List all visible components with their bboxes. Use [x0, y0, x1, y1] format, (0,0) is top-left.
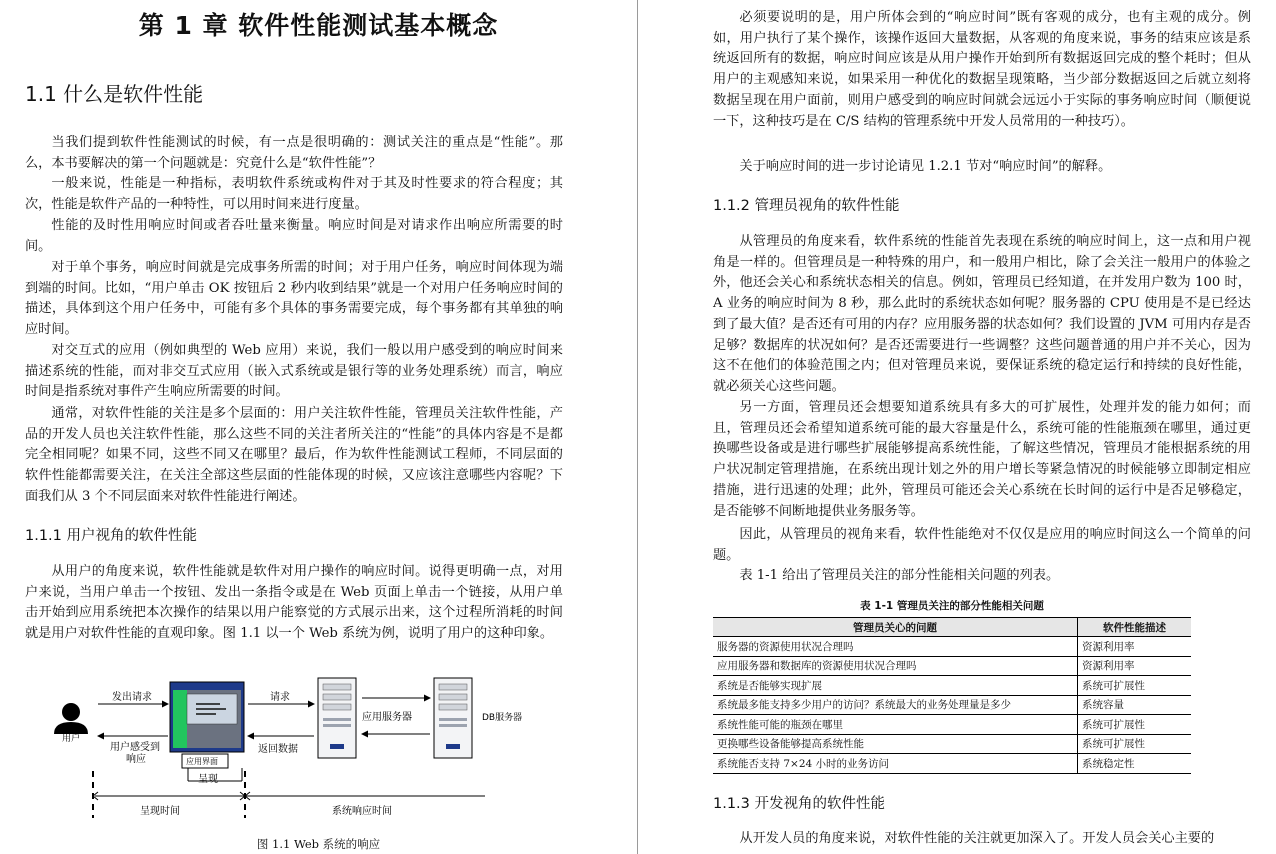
- section-heading-1-1-1: 1.1.1 用户视角的软件性能: [25, 528, 198, 544]
- table-row: [713, 695, 1191, 715]
- table-row: [713, 656, 1191, 676]
- user-feel-response-label: 用户感受到: [110, 742, 160, 753]
- table-cell: 更换哪些设备能够提高系统性能: [713, 734, 1078, 754]
- table-row: [713, 715, 1191, 735]
- left-page: [0, 0, 637, 854]
- section-heading-1-1: 1.1 什么是软件性能: [25, 82, 204, 106]
- paragraph: 从管理员的角度来看，软件系统的性能首先表现在系统的响应时间上，这一点和用户视角是一样的。但管理员是一种特殊的用户，和一般用户相比，除了会关注一般用户的体验之外，他还会关心和系统状态相关的信息。例如，管理员已经知道，在并发用户数为 100 时，A 业务的响应时间为 8 秒，那么此时的系统状态如何呢？服务器的 CPU 使用是不是已经达到了最大值？是否还有可用的内存？应用服务器的状态如何？我们设置的 JVM 可用内存是否足够？数据库的状况如何？是否还需要进行一些调整？这些问题普通的用户并不关心，因为这不在他们的体验范围之内；但对管理员来说，要保证系统的稳定运行和持续的良好性能，就必须关心这些问题。: [713, 234, 1251, 394]
- section-heading-1-1-3: 1.1.3 开发视角的软件性能: [713, 796, 886, 812]
- table-cell: 系统能否支持 7×24 小时的业务访问: [713, 754, 1078, 774]
- table-header: 软件性能描述: [1078, 618, 1192, 637]
- web-response-diagram: [40, 668, 600, 854]
- table-cell: 系统可扩展性: [1078, 676, 1192, 696]
- request-label: 请求: [270, 692, 290, 703]
- return-data-label: 返回数据: [258, 744, 298, 755]
- app-server-icon: [318, 678, 356, 758]
- table-caption: 表 1-1 管理员关注的部分性能相关问题: [860, 600, 1044, 612]
- paragraph: 必须要说明的是，用户所体会到的“响应时间”既有客观的成分，也有主观的成分。例如，用户执行了某个操作，该操作返回大量数据，从客观的角度来说，事务的结束应该是系统返回所有的数据，响应时间应该是从用户操作开始到所有数据返回完成的整个耗时；但从用户的主观感知来说，如果采用一种优化的数据呈现策略，当少部分数据返回之后就立刻将数据呈现在用户面前，则用户感受到的响应时间就会远远小于实际的事务响应时间（顺便说一下，这种技巧是在 C/S 结构的管理系统中开发人员常用的一种技巧）。: [713, 10, 1251, 129]
- paragraph: 对交互式的应用（例如典型的 Web 应用）来说，我们一般以用户感受到的响应时间来描述系统的性能，而对非交互式应用（嵌入式系统或是银行等的业务处理系统）而言，响应时间是指系统对事件产生响应所需要的时间。: [25, 343, 563, 400]
- table-row: [713, 734, 1191, 754]
- paragraph: 表 1-1 给出了管理员关注的部分性能相关问题的列表。: [739, 568, 1060, 583]
- table-cell: 资源利用率: [1078, 656, 1192, 676]
- paragraph: 从用户的角度来说，软件性能就是软件对用户操作的响应时间。说得更明确一点，对用户来说，当用户单击一个按钮、发出一条指令或是在 Web 页面上单击一个链接，从用户单击开始到应用系统把本次操作的结果以用户能察觉的方式展示出来，这个过程所消耗的时间就是用户对软件性能的直观印象。图 1.1 以一个 Web 系统为例，说明了用户的这种印象。: [25, 564, 563, 642]
- paragraph: 另一方面，管理员还会想要知道系统具有多大的可扩展性，处理并发的能力如何；而且，管理员还会希望知道系统可能的最大容量是什么，系统可能的性能瓶颈在哪里，通过更换哪些设备或是进行哪些扩展能够提高系统性能，了解这些情况，管理员才能根据系统的用户状况制定管理措施，在系统出现计划之外的用户增长等紧急情况的时候能够立即制定相应措施，进行迅速的处理；此外，管理员可能还会关心系统在长时间的运行中是否足够稳定，是否能够不间断地提供业务服务等。: [713, 400, 1251, 519]
- system-response-time-label: 系统响应时间: [332, 806, 392, 817]
- table-cell: 服务器的资源使用状况合理吗: [713, 637, 1078, 657]
- table-cell: 系统可扩展性: [1078, 715, 1192, 735]
- paragraph: 对于单个事务，响应时间就是完成事务所需的时间；对于用户任务，响应时间体现为端到端的时间。比如，“用户单击 OK 按钮后 2 秒内收到结果”就是一个对用户任务响应时间的描述，具体到这个用户任务中，可能有多个具体的事务需要完成，每个事务都有其单独的响应时间。: [25, 260, 563, 338]
- paragraph: 从开发人员的角度来说，对软件性能的关注就更加深入了。开发人员会关心主要的: [739, 831, 1215, 846]
- app-ui-label: 应用界面: [186, 757, 218, 766]
- paragraph: 关于响应时间的进一步讨论请见 1.2.1 节对“响应时间”的解释。: [739, 159, 1112, 174]
- table-header-row: [713, 618, 1191, 637]
- table-header: 管理员关心的问题: [713, 618, 1078, 637]
- paragraph: 一般来说，性能是一种指标，表明软件系统或构件对于其及时性要求的符合程度；其次，性能是软件产品的一种特性，可以用时间来进行度量。: [25, 176, 563, 212]
- table-cell: 应用服务器和数据库的资源使用状况合理吗: [713, 656, 1078, 676]
- right-page: [638, 0, 1276, 854]
- paragraph: 当我们提到软件性能测试的时候，有一点是很明确的：测试关注的重点是“性能”。那么，本书要解决的第一个问题就是：究竟什么是“软件性能”？: [25, 135, 563, 171]
- db-server-label: DB服务器: [482, 713, 523, 723]
- present-time-label: 呈现时间: [140, 806, 180, 817]
- table-row: [713, 637, 1191, 657]
- table-cell: 系统是否能够实现扩展: [713, 676, 1078, 696]
- user-feel-response-label-2: 响应: [126, 754, 146, 765]
- paragraph: 通常，对软件性能的关注是多个层面的：用户关注软件性能，管理员关注软件性能，产品的开发人员也关注软件性能，那么这些不同的关注者所关注的“性能”的具体内容是不是都完全相同呢？如果不同，这些不同又在哪里？最后，作为软件性能测试工程师，不同层面的软件性能都需要关注，在关注全部这些层面的性能体现的时候，又应该注意哪些内容呢？下面我们从 3 个不同层面来对软件性能进行阐述。: [25, 406, 563, 504]
- paragraph: 因此，从管理员的视角来看，软件性能绝对不仅仅是应用的响应时间这么一个简单的问题。: [713, 527, 1251, 563]
- app-server-label: 应用服务器: [362, 712, 412, 723]
- user-label: 用户: [62, 734, 81, 744]
- table-cell: 系统最多能支持多少用户的访问？系统最大的业务处理量是多少: [713, 695, 1078, 715]
- table-cell: 系统容量: [1078, 695, 1192, 715]
- db-server-icon: [434, 678, 472, 758]
- present-label: 呈现: [198, 774, 218, 785]
- chapter-title: 第 1 章 软件性能测试基本概念: [138, 11, 499, 40]
- table-cell: 资源利用率: [1078, 637, 1192, 657]
- user-icon: [54, 703, 88, 734]
- send-request-label: 发出请求: [112, 692, 152, 703]
- app-window-icon: [170, 682, 244, 752]
- figure-caption: 图 1.1 Web 系统的响应: [256, 837, 381, 851]
- section-heading-1-1-2: 1.1.2 管理员视角的软件性能: [713, 198, 900, 214]
- paragraph: 性能的及时性用响应时间或者吞吐量来衡量。响应时间是对请求作出响应所需要的时间。: [25, 218, 563, 254]
- table-row: [713, 676, 1191, 696]
- admin-performance-table: [713, 617, 1191, 774]
- table-cell: 系统可扩展性: [1078, 734, 1192, 754]
- table-cell: 系统性能可能的瓶颈在哪里: [713, 715, 1078, 735]
- table-row: [713, 754, 1191, 774]
- table-cell: 系统稳定性: [1078, 754, 1192, 774]
